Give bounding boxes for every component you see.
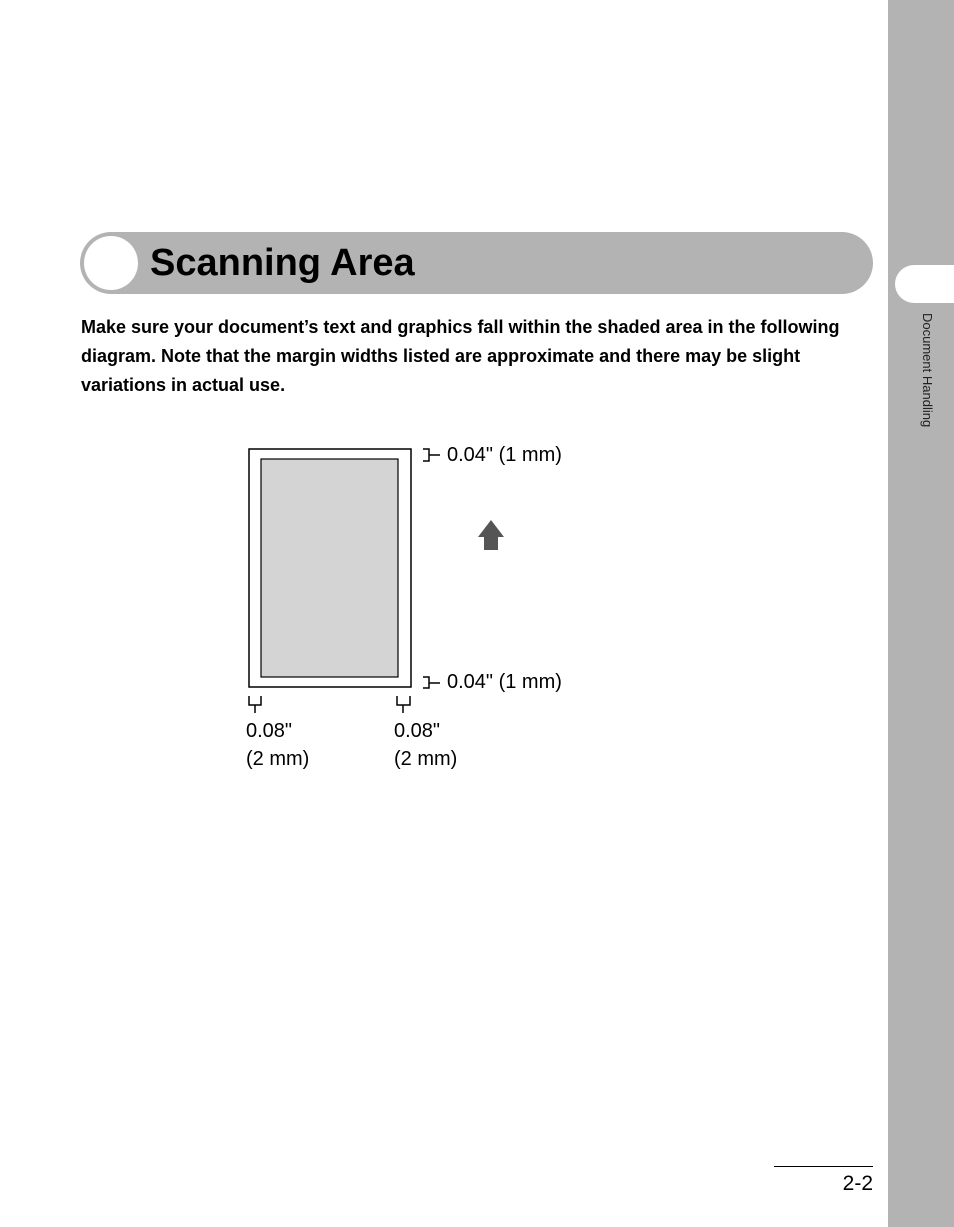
left-margin-value-label: 0.08" [246,720,293,742]
page-title: Scanning Area [150,242,415,284]
right-margin-mm-label: (2 mm) [394,748,458,770]
chapter-label: Document Handling [920,313,935,428]
top-margin-bracket [423,449,440,461]
left-margin-bracket [249,696,261,713]
left-margin-mm-label: (2 mm) [246,748,310,770]
page-number: 2-2 [842,1172,873,1195]
scannable-area [261,459,398,677]
top-margin-label: 0.04" (1 mm) [447,444,562,466]
intro-paragraph: Make sure your document’s text and graphics fall within the shaded area in the following diagram. Note that the margin widths listed are approximate and there may be slight variations in actual use. [81,317,840,395]
feed-direction-arrow-icon [478,520,504,550]
bottom-margin-bracket [423,677,440,688]
right-margin-bracket [397,696,410,713]
bottom-margin-label: 0.04" (1 mm) [447,671,562,693]
footer-rule [774,1166,873,1167]
right-margin-value-label: 0.08" [394,720,441,742]
